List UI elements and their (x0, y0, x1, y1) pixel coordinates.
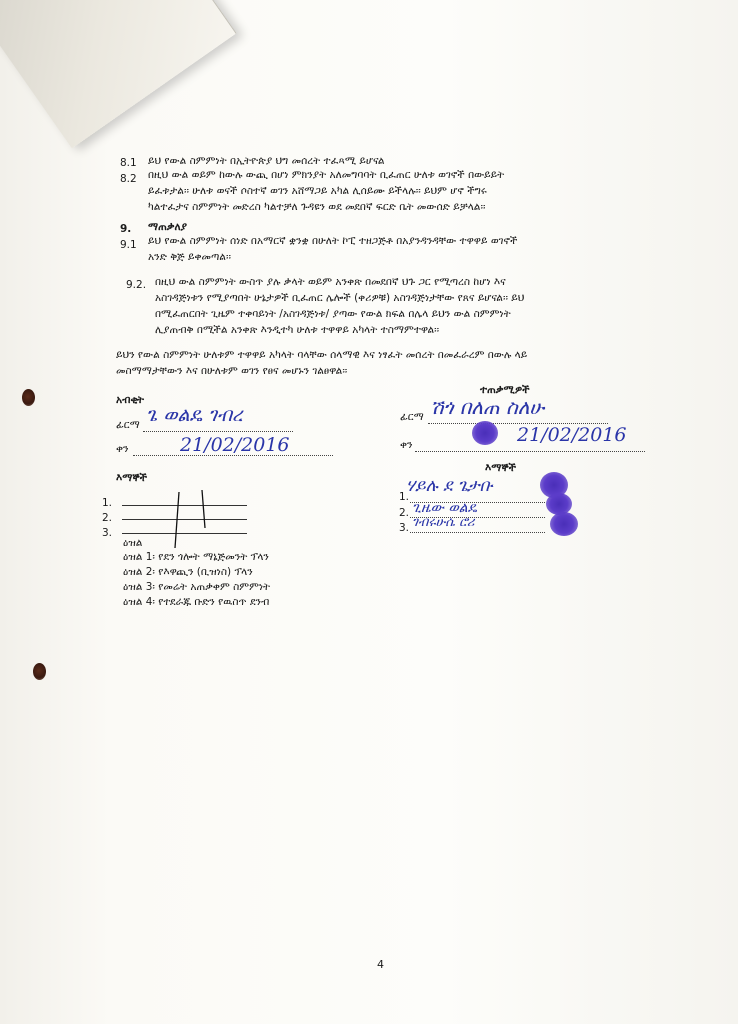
clause-text: ይህ የውል ስምምነት በኢትዮጵያ ህግ መሰረት ተፈጻሚ ይሆናል (148, 155, 385, 167)
right-date-label: ቀን (400, 439, 413, 451)
clause-text: አንድ ቅጅ ይቀመጣል፡፡ (148, 251, 231, 263)
section-number: 9. (120, 223, 132, 235)
left-party-heading: አብቂት (116, 394, 145, 406)
witness-number: 1. (102, 497, 113, 509)
closing-statement: ይህን የውል ስምምነት ሁለቱም ተዋዋይ አካላት ባላቸው ሰላማዊ እና ነፃፈት መሰረት በመፈራረም በውሉ ላይ (116, 349, 528, 361)
right-date-value: 21/02/2016 (517, 424, 627, 446)
left-date-value: 21/02/2016 (180, 434, 290, 456)
clause-text: በዚህ ውል ወይም ከውሉ ውጪ በሆነ ምክንያት አለመግባባት ቢፈጠር ሁለቱ ወገኖች በውይይት (148, 169, 505, 181)
clause-text: ካልተፈታና ስምምነት መድረስ ካልተቻለ ጉዳዩን ወደ መደበኛ ፍርድ ቤት መውሰድ ይቻላል፡፡ (148, 201, 486, 213)
right-date-line (415, 451, 645, 452)
left-sign-line (143, 431, 293, 432)
strike-marks (165, 488, 215, 550)
clause-text: ይፈቱታል፡፡ ሁለቱ ወናች ሶስተኛ ወገን አሸማጋይ አካል ሊሰይሙ ይችላሉ፡፡ ይህም ሆኖ ችግሩ (148, 185, 487, 197)
attachment-item: ዕዝል 4፡ የተደራጁ ቡድን የዉስጥ ደንብ (123, 596, 270, 608)
section-heading: ማጠቃለያ (148, 221, 188, 233)
clause-text: አስገዳጅነቱን የሚያጣበት ሁኔታዎች ቢፈጠር ሌሎች (ቀሪዎቹ) አስገዳጅነታቸው የጸና ይሆናል፡፡ ይህ (155, 292, 525, 304)
attachment-item: ዕዝል 2፡ የእዋጪን (ቢዝነስ) ፕላን (123, 566, 253, 578)
clause-number: 8.1 (120, 157, 137, 169)
witness-signature: ጊዜው ወልዴ (412, 500, 478, 516)
left-date-label: ቀን (116, 443, 129, 455)
attachment-item: ዕዝል 1፡ የደን ጎሎት ማኔጅመንት ፕላን (123, 551, 269, 563)
attachment-item: ዕዝል 3፡ የመሬት አጠቃቀም ስምምነት (123, 581, 271, 593)
attachments-heading: ዕዝል (123, 537, 143, 549)
right-party-heading: ተጠቃሚዎች (480, 384, 530, 396)
witness-number: 3. (399, 522, 410, 534)
left-witness-heading: እማኞች (116, 472, 148, 484)
closing-statement: መስማማታቸውን እና በሁለቱም ወገን የፀና መሆኑን ገልፀዋል፡፡ (116, 365, 348, 377)
witness-signature: ሃይሉ ደ ጌታቡ (406, 476, 493, 496)
witness-number: 2. (399, 507, 410, 519)
clause-number: 8.2 (120, 173, 137, 185)
page-number: 4 (377, 958, 384, 971)
right-signature: ሽጎ በለጠ ስለሁ (430, 395, 545, 419)
fingerprint-stamp (472, 421, 498, 445)
witness-number: 2. (102, 512, 113, 524)
clause-number: 9.2. (126, 279, 147, 291)
witness-signature: ገብሩሁሴ ሮሪ (412, 515, 475, 530)
right-witness-heading: እማኞች (485, 462, 517, 474)
right-sign-label: ፊርማ (400, 411, 424, 423)
left-signature: ጌ ወልዴ ገብረ (146, 404, 243, 426)
right-witness-line (410, 532, 545, 533)
clause-text: ይህ የውል ስምምነት ሰነድ በአማርኛ ቋንቋ በሁለት ኮፒ ተዘጋጅቶ በአያንዳንዳቸው ተዋዋይ ወገኖች (148, 235, 518, 247)
witness-number: 3. (102, 527, 113, 539)
left-sign-label: ፊርማ (116, 419, 140, 431)
witness-number: 1. (399, 491, 410, 503)
punch-hole (33, 663, 46, 680)
clause-text: ሊያጠብቅ በሚችል አንቀጽ እንዲተካ ሁለቱ ተዋዋይ አካላት ተስማምተዋል፡፡ (155, 324, 440, 336)
clause-text: በዚህ ውል ስምምነት ውስጥ ያሉ ቃላት ወይም አንቀጽ በመደበኛ ህጉ ጋር የሚጣረስ ከሆነ እና (155, 276, 506, 288)
punch-hole (22, 389, 35, 406)
clause-text: በሚፈጠርበት ጊዜም ተቀባይነት /አስገዳጅነቱ/ ያጣው የውል ክፍል በሌላ ይህን ውል ስምምነት (155, 308, 511, 320)
clause-number: 9.1 (120, 239, 137, 251)
folded-page-corner (0, 0, 237, 148)
fingerprint-stamp (550, 512, 578, 536)
